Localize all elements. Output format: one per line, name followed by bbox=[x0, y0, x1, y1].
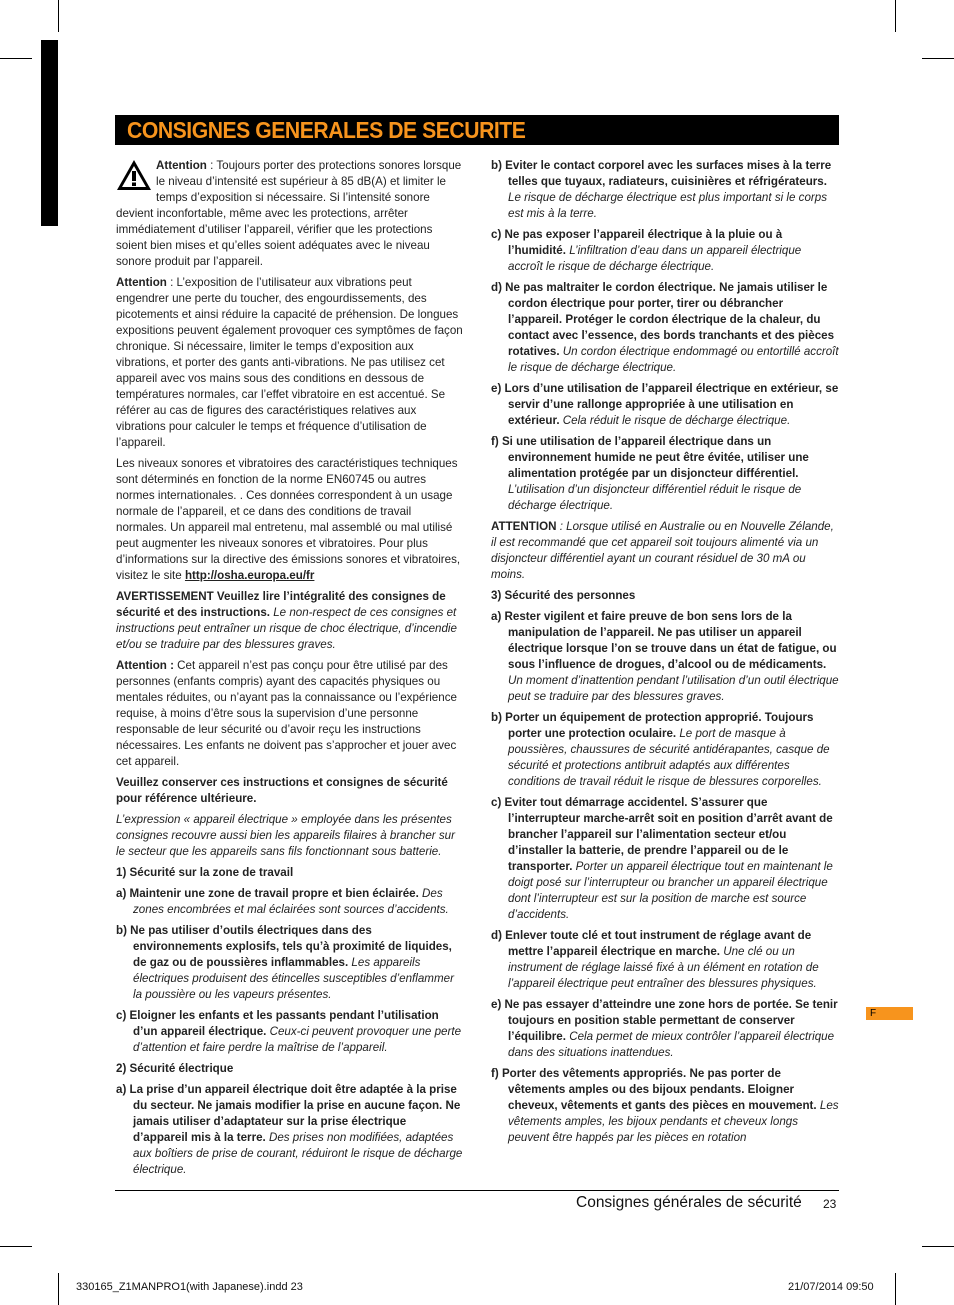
page-title: CONSIGNES GENERALES DE SECURITE bbox=[127, 117, 526, 143]
text: f) Porter des vêtements appropriés. Ne pas porter de vêtements amples ou des bijoux pendants. Eloigner cheveux, vêtements et gants des pièces en mouvement. bbox=[491, 1067, 817, 1112]
left-column bbox=[116, 158, 464, 1183]
text: Le risque de décharge électrique est plus important si le corps est mis à la terre. bbox=[508, 191, 828, 220]
text: a) La prise d’un appareil électrique doit être adaptée à la prise du secteur. Ne jamais modifier la prise en aucune façon. Ne jamais utiliser d’adaptateur sur la prise électrique d’appareil mis à la terre. bbox=[116, 1083, 461, 1144]
section-heading: 3) Sécurité des personnes bbox=[491, 589, 636, 602]
crop-mark bbox=[58, 0, 59, 32]
crop-mark bbox=[0, 1246, 32, 1247]
text: Les niveaux sonores et vibratoires des caractéristiques techniques sont déterminés en fonction de la norme EN60745 ou autres normes internationales. . Ces données correspondent à un usage normale de l’appareil, et ce dans des conditions de travail normales. Un appareil mal entretenu, mal assemblé ou mal utilisé peut augmenter les niveaux sonores et vibratoires. Pour plus d’informations sur la directive des émissions sonores et vibratoires, visitez le site bbox=[116, 457, 461, 582]
text: Porter un appareil électrique tout en maintenant le doigt posé sur l’interrupteur ou brancher un appareil électrique dont l’interrupteur est sur la position de marche est source d’accidents. bbox=[508, 860, 833, 921]
list-item bbox=[116, 1082, 464, 1178]
text: Le port de masque à poussières, chaussures de sécurité antidérapantes, casque de sécurité et protections antibruit adaptés aux différentes conditions de travail réduit le risque de blessures corporelles. bbox=[508, 727, 830, 788]
list-item bbox=[491, 795, 839, 923]
crop-mark bbox=[922, 1246, 954, 1247]
list-item bbox=[491, 280, 839, 376]
text: a) Rester vigilent et faire preuve de bon sens lors de la manipulation de l’appareil. Ne pas utiliser un appareil électrique lorsque l’on se trouve dans un état de fatigue, ou sous l’influence de drogues, d’alcool ou de médicaments. bbox=[491, 610, 837, 671]
text: Une clé ou un instrument de réglage laissé fixé à un élément en rotation de l’appareil électrique peut entraîner des blessures physiques. bbox=[508, 945, 819, 990]
paragraph-keep: Veuillez conserver ces instructions et consignes de sécurité pour référence ultérieure. bbox=[116, 776, 448, 805]
text: L’infiltration d’eau dans un appareil électrique accroît le risque de décharge électrique. bbox=[508, 244, 802, 273]
text: Les appareils électriques produisent des étincelles susceptibles d’enflammer la poussière ou les vapeurs présentes. bbox=[133, 956, 454, 1001]
text: Cela permet de mieux contrôler l’appareil électrique dans des situations inattendues. bbox=[508, 1030, 835, 1059]
list-item bbox=[116, 1008, 464, 1056]
footer-divider bbox=[115, 1190, 839, 1191]
text: Le non-respect de ces consignes et instructions peut entraîner un risque de choc électrique, d’incendie et/ou se traduire par des blessures graves. bbox=[116, 606, 457, 651]
paragraph-definition: L’expression « appareil électrique » employée dans les présentes consignes recouvre aussi bien les appareils filaires à brancher sur le secteur que les appareils sans fils fonctionnant sous batterie. bbox=[116, 813, 455, 858]
attention-label: Attention : bbox=[116, 659, 174, 672]
text: Ceux-ci peuvent provoquer une perte d’attention et faire perdre la maîtrise de l’appareil. bbox=[133, 1025, 462, 1054]
text: a) Maintenir une zone de travail propre et bien éclairée. bbox=[116, 887, 419, 900]
crop-mark bbox=[58, 1273, 59, 1305]
list-item bbox=[116, 886, 464, 918]
crop-mark bbox=[895, 1273, 896, 1305]
text: Des prises non modifiées, adaptées aux boîtiers de prise de courant, réduiront le risque de décharge électrique. bbox=[133, 1131, 463, 1176]
text: c) Eviter tout démarrage accidentel. S’assurer que l’interrupteur marche-arrêt soit en position d’arrêt avant de brancher l’appareil sur l’alimentation secteur et/ou d’installer la batterie, de prendre l’appareil ou de le transporter. bbox=[491, 796, 833, 873]
text: Les vêtements amples, les bijoux pendants et cheveux longs peuvent être happés par les pièces en rotation bbox=[508, 1099, 839, 1144]
text: L’utilisation d’un disjoncteur différentiel réduit le risque de décharge électrique. bbox=[508, 483, 802, 512]
text: Un cordon électrique endommagé ou entortillé accroît le risque de décharge électrique. bbox=[508, 345, 839, 374]
text: e) Lors d’une utilisation de l’appareil électrique en extérieur, se servir d’une rallonge appropriée à une utilisation en extérieur. bbox=[491, 382, 839, 427]
crop-mark bbox=[922, 58, 954, 59]
attention-label: Attention bbox=[116, 276, 167, 289]
title-bar bbox=[115, 115, 839, 145]
language-tab bbox=[866, 1007, 913, 1020]
paragraph-noise bbox=[116, 158, 464, 270]
attention-label: ATTENTION bbox=[491, 520, 557, 533]
right-column bbox=[491, 158, 839, 1151]
paragraph-warning bbox=[116, 589, 464, 653]
text: e) Ne pas essayer d’atteindre une zone hors de portée. Se tenir toujours en position stable permettant de conserver l’équilibre. bbox=[491, 998, 838, 1043]
print-slug-file: 330165_Z1MANPRO1(with Japanese).indd 23 bbox=[76, 1281, 303, 1293]
text: AVERTISSEMENT Veuillez lire l’intégralité des consignes de sécurité et des instructions. bbox=[116, 590, 446, 619]
text: c) Eloigner les enfants et les passants pendant l’utilisation d’un appareil électrique. bbox=[116, 1009, 439, 1038]
warning-triangle-icon bbox=[116, 159, 152, 191]
text: d) Ne pas maltraiter le cordon électrique. Ne jamais utiliser le cordon électrique pour porter, tirer ou débrancher l’appareil. Protéger le cordon électrique de la chaleur, du contact avec l’essence, des bords tranchants et des pièces rotatives. bbox=[491, 281, 835, 358]
list-item bbox=[491, 381, 839, 429]
text: : L’exposition de l’utilisateur aux vibrations peut engendrer une perte du toucher, des engourdissements, des picotements et ainsi réduire la capacité de préhension. De longues expositions peuvent également provoquer ces symptômes de façon chronique. Si nécessaire, limiter le temps d’exposition aux vibrations, et porter des gants anti-vibrations. Ne pas utilisez cet appareil avec vos mains sous des conditions en dessous de températures normales, car l’effet vibratoire en est accentué. Se référer au cas de figures des caractéristiques relatives aux vibrations pour calculer le temps et fréquence d’utilisation de l’appareil. bbox=[116, 276, 463, 449]
crop-mark bbox=[895, 0, 896, 32]
text: Un moment d’inattention pendant l’utilisation d’un outil électrique peut se traduire par des blessures graves. bbox=[508, 674, 839, 703]
page-number: 23 bbox=[823, 1197, 837, 1211]
paragraph-vibration bbox=[116, 275, 464, 451]
text: Des zones encombrées et mal éclairées sont sources d’accidents. bbox=[133, 887, 449, 916]
section-heading: 1) Sécurité sur la zone de travail bbox=[116, 866, 294, 879]
list-item bbox=[491, 158, 839, 222]
list-item bbox=[491, 928, 839, 992]
text: : Toujours porter des protections sonores lorsque le niveau d’intensité est supérieur à 85 dB(A) et limiter le temps d’exposition si nécessaire. Si l’intensité sonore devient inconfortable, même avec les protections, arrêter immédiatement d’utiliser l’appareil, vérifier que les protections soient bien mises et qu’elles soient adéquates avec le niveau sonore produit par l’appareil. bbox=[116, 159, 462, 268]
text: f) Si une utilisation de l’appareil électrique dans un environnement humide ne peut être évitée, utiliser une alimentation protégée par un disjoncteur différentiel. bbox=[491, 435, 809, 480]
text: b) Ne pas utiliser d’outils électriques dans des environnements explosifs, tels qu’à proximité de liquides, de gaz ou de poussières inflammables. bbox=[116, 924, 452, 969]
paragraph-levels bbox=[116, 456, 464, 584]
list-item bbox=[116, 923, 464, 1003]
text: : Lorsque utilisé en Australie ou en Nouvelle Zélande, il est recommandé que cet appareil soit toujours alimenté via un disjoncteur différentiel ayant un courant résiduel de 30 mA ou moins. bbox=[491, 520, 834, 581]
crop-mark bbox=[0, 58, 32, 59]
list-item bbox=[491, 997, 839, 1061]
side-bar bbox=[41, 40, 58, 226]
text: Cet appareil n’est pas conçu pour être utilisé par des personnes (enfants compris) ayant des capacités physiques ou mentales réduites, ou n’ayant pas la connaissance ou l’expérience requise, à moins d’être sous la supervision d’une personne responsable de leur sécurité ou d’avoir reçu les instructions nécessaires. Les enfants ne doivent pas s’approcher et jouer avec cet appareil. bbox=[116, 659, 457, 768]
print-slug-date: 21/07/2014 09:50 bbox=[788, 1281, 874, 1293]
text: d) Enlever toute clé et tout instrument de réglage avant de mettre l’appareil électrique en marche. bbox=[491, 929, 812, 958]
text: b) Porter un équipement de protection approprié. Toujours porter une protection oculaire. bbox=[491, 711, 814, 740]
list-item bbox=[491, 434, 839, 514]
list-item bbox=[491, 710, 839, 790]
text: Cela réduit le risque de décharge électrique. bbox=[559, 414, 791, 427]
attention-label: Attention bbox=[156, 159, 207, 172]
list-item bbox=[491, 1066, 839, 1146]
paragraph-persons bbox=[116, 658, 464, 770]
text: b) Eviter le contact corporel avec les surfaces mises à la terre telles que tuyaux, radiateurs, cuisinières et réfrigérateurs. bbox=[491, 159, 832, 188]
language-tab-label: F bbox=[870, 1008, 877, 1019]
list-item bbox=[491, 609, 839, 705]
text: c) Ne pas exposer l’appareil électrique à la pluie ou à l’humidité. bbox=[491, 228, 783, 257]
footer-title: Consignes générales de sécurité bbox=[576, 1194, 802, 1211]
section-heading: 2) Sécurité électrique bbox=[116, 1062, 234, 1075]
osha-link[interactable]: http://osha.europa.eu/fr bbox=[184, 569, 315, 582]
paragraph-attention-au bbox=[491, 519, 839, 583]
list-item bbox=[491, 227, 839, 275]
